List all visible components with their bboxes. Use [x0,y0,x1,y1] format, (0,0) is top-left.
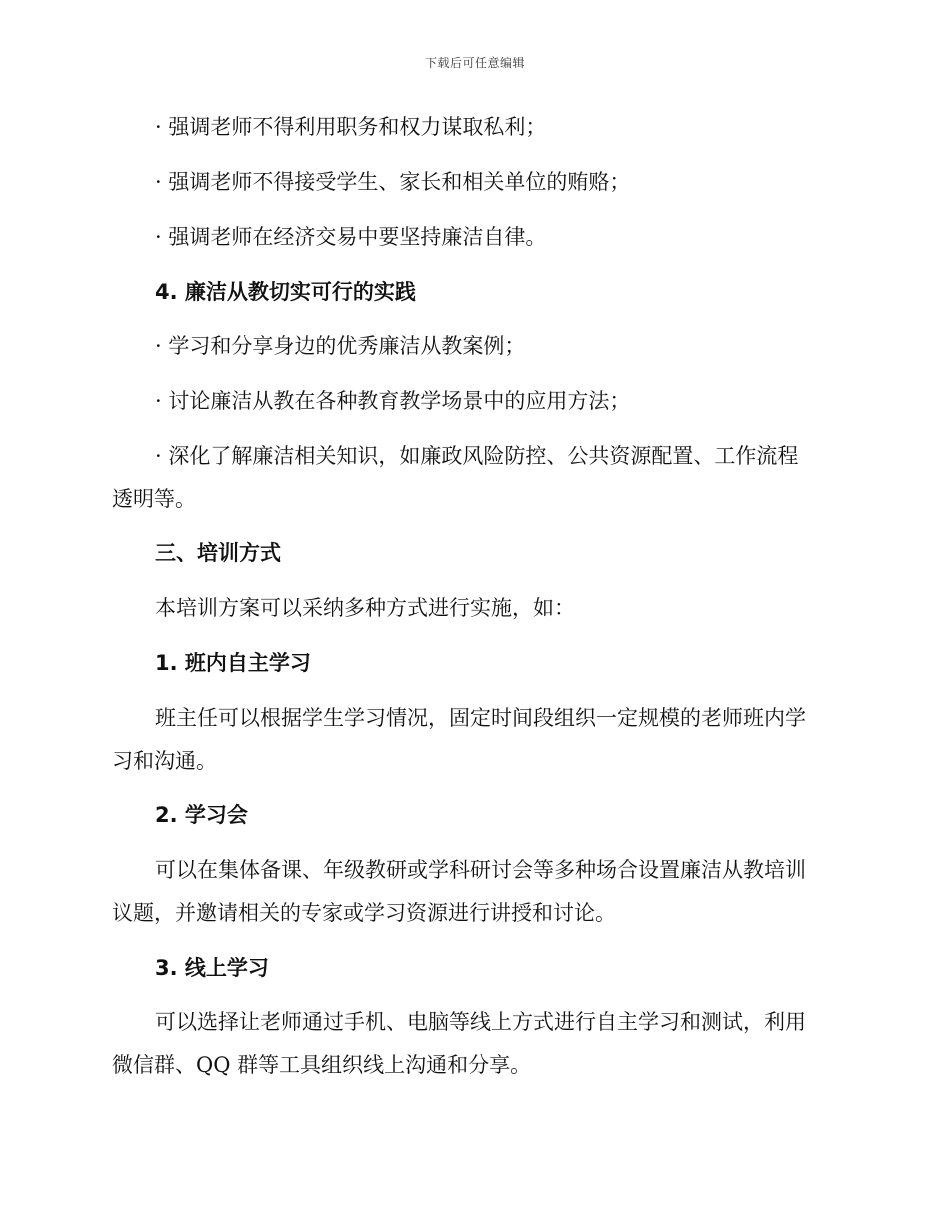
chapter-heading: 三、培训方式 [155,541,281,565]
bullet-item: · 讨论廉洁从教在各种教育教学场景中的应用方法； [155,389,631,413]
page-header: 下载后可任意编辑 [424,56,525,70]
paragraph-continuation: 微信群、QQ 群等工具组织线上沟通和分享。 [112,1053,532,1077]
paragraph-text: 本培训方案可以采纳多种方式进行实施，如： [155,596,575,620]
bullet-item: · 强调老师在经济交易中要坚持廉洁自律。 [155,225,547,249]
paragraph-text: 可以选择让老师通过手机、电脑等线上方式进行自主学习和测试，利用 [155,1010,806,1034]
bullet-item: · 强调老师不得接受学生、家长和相关单位的贿赂； [155,170,631,194]
paragraph-continuation: 议题，并邀请相关的专家或学习资源进行讲授和讨论。 [112,901,616,925]
paragraph-text: 可以在集体备课、年级教研或学科研讨会等多种场合设置廉洁从教培训 [155,858,806,882]
section-heading: 3. 线上学习 [155,956,269,980]
section-heading: 4. 廉洁从教切实可行的实践 [155,280,416,304]
paragraph-continuation: 习和沟通。 [112,749,217,773]
bullet-item: · 强调老师不得利用职务和权力谋取私利； [155,115,547,139]
paragraph-text: 班主任可以根据学生学习情况，固定时间段组织一定规模的老师班内学 [155,706,806,730]
paragraph-continuation: 透明等。 [112,487,196,511]
bullet-item: · 深化了解廉洁相关知识，如廉政风险防控、公共资源配置、工作流程 [155,444,799,468]
section-heading: 2. 学习会 [155,803,248,827]
section-heading: 1. 班内自主学习 [155,651,311,675]
bullet-item: · 学习和分享身边的优秀廉洁从教案例； [155,334,526,358]
